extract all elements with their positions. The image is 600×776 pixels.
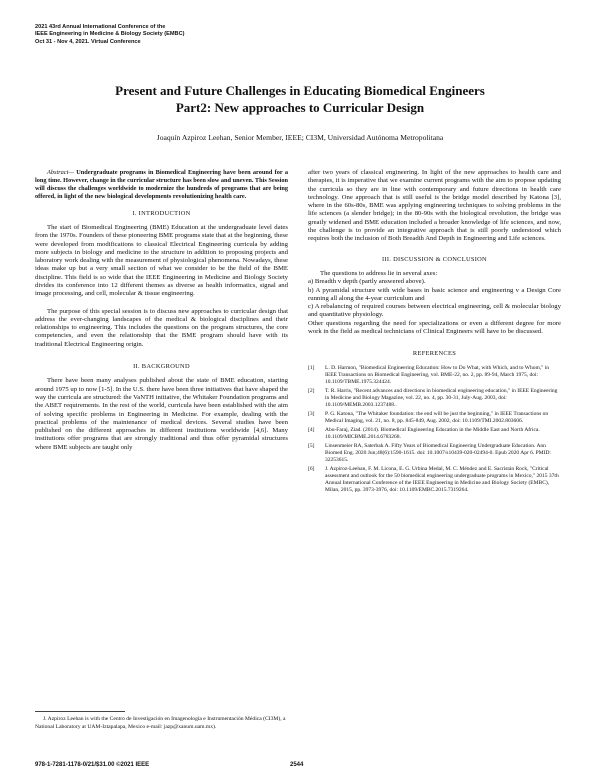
reference-text: P. G. Katona, "The Whitaker foundation: the end will be just the beginning," in IEEE Transactions on Medical Imaging, vol. 21, no. 8, pp. 845-849, Aug. 2002, doi: 10.1109/TMI.2002.803606. — [325, 410, 549, 424]
intro-paragraph-1: The start of Biomedical Engineering (BME) Education at the undergraduate level dates from the 1970s. Founders of these pioneering BME programs state that at the beginning, these were developed from modifications to classical Electrical Engineering curricula by adding more subjects in biology and medicine to the structure in addition to proposing projects and laboratory work dealing with the measurement of physiological phenomena. Nowadays, these ideas make up but a very small section of what we consider to be the field of the BME discipline. This field is so wide that the IEEE Engineering in Medicine and Biology Society divides its conference into 12 different themes as diverse as health informatics, signal and image processing, and cell, molecular & tissue engineering. — [35, 223, 288, 298]
background-paragraph-2: after two years of classical engineering. In light of the new approaches to health care and therapies, it is imperative that we examine current programs with the aim to propose updating the curricula so they are in line with contemporary and future directions in health care technology. One approach that is still useful is the bridge model described by Katona [3], where in the 60s-80s, BME was applying engineering techniques to solving problems in the life sciences (a slender bridge); in the 80-90s with the biological revolution, the bridge was greatly widened and BME education included a broader knowledge of life sciences, and now, the challenge is to provide an integrative approach that is still poorly understood which requires both the inclusion of Both Breadth And Depth in Engineering and Life sciences. — [308, 169, 561, 243]
footer-page-number: 2544 — [290, 762, 304, 768]
reference-number: [4] — [308, 426, 315, 433]
background-paragraph-1: There have been many analyses published about the state of BME education, starting around 1975 up to now [1-5]. In the U.S. there have been three initiatives that have shaped the way the curricula are structured: the VaNTH initiative, the Whitaker Foundation programs and the ABET requirements. In the rest of the world, curricula have been established with the aim of solving specific problems in Engineering in Medicine. For example, dealing with the practical problems of the maintenance of medical devices. Several studies have been published on the different approaches in different institutions worldwide [4,6]. Many institutions offer programs that are strongly traditional and thus offer pyramidal structures where BME subjects are taught only — [35, 377, 288, 451]
discussion-other: Other questions regarding the need for specializations or even a different degree for more work in the field as medical technicians of Clinical Engineers will have to be discussed. — [308, 319, 561, 336]
reference-number: [6] — [308, 465, 315, 472]
intro-paragraph-2: The purpose of this special session is to discuss new approaches to curricular design that address the ever-changing landscapes of the medical & biological disciplines and their relationships to engineering. This includes the questions on the program structures, the core competencies, and even the relationship that the BME program should have with its traditional Electrical Engineering origin. — [35, 307, 288, 348]
title-line-2: Part2: New approaches to Curricular Design — [175, 100, 425, 115]
reference-number: [2] — [308, 387, 315, 394]
reference-text: Linsenmeier RA, Saterbak A. Fifty Years of Biomedical Engineering Undergraduate Education. Ann Biomed Eng. 2020 Jun;48(6):1590-1615. doi: 10.1007/s10439-020-02494-0. Epub 2020 Apr 6. PMID: 32253615. — [325, 442, 551, 463]
abstract — [35, 169, 288, 201]
reference-text: Abu-Faraj, Ziad. (2014). Biomedical Engineering Education in the Middle East and North Africa. 10.1109/MICBME.2014.6783268. — [325, 426, 540, 440]
discussion-heading: III. DISCUSSION & CONCLUSION — [382, 255, 487, 263]
discussion-item-c: c) A rebalancing of required courses between electrical engineering, cell & molecular biology and quantitative physiology. — [308, 303, 561, 319]
reference-item — [308, 388, 561, 409]
conference-line-1: 2021 43rd Annual International Conference of the — [35, 24, 166, 30]
reference-item — [308, 365, 561, 386]
conference-line-3: Oct 31 - Nov 4, 2021. Virtual Conference — [35, 38, 141, 45]
reference-number: [5] — [308, 442, 315, 449]
intro-heading: I. INTRODUCTION — [132, 209, 191, 217]
discussion-item-b: b) A pyramidal structure with wide bases in basic science and engineering v a Design Core running all along the 4-year curriculum and — [308, 286, 561, 302]
abstract-lead: Abstract— — [47, 169, 74, 176]
footer-isbn: 978-1-7281-1178-0/21/$31.00 ©2021 IEEE — [35, 762, 150, 768]
reference-list — [308, 365, 561, 494]
discussion-item-a: a) Breadth v depth (partly answered above). — [308, 278, 426, 286]
left-column — [35, 169, 288, 452]
paper-title — [40, 82, 560, 116]
reference-item — [308, 427, 561, 441]
footnote-rule — [35, 711, 125, 712]
reference-number: [3] — [308, 410, 315, 417]
right-column — [308, 169, 561, 496]
conference-line-2: IEEE Engineering in Medicine & Biology Society (EMBC) — [35, 31, 185, 38]
reference-item — [308, 443, 561, 464]
title-line-1: Present and Future Challenges in Educating Biomedical Engineers — [115, 83, 485, 98]
background-heading: II. BACKGROUND — [133, 363, 190, 371]
conference-header — [35, 24, 335, 46]
discussion-intro: The questions to address lie in several axes: — [320, 269, 438, 277]
author-line: Joaquín Azpiroz Leehan, Senior Member, IEEE; CI3M, Universidad Autónoma Metropolitana — [156, 133, 444, 142]
reference-item — [308, 411, 561, 425]
footnote-text: J. Azpiroz Leehan is with the Centro de Investigación en Imagenología e Instrumentación Médica (CI3M), a National Laboratory at UAM-Iztapalapa, Mexico e-mail: jazp@xanum.uam.mx). — [35, 716, 286, 730]
reference-text: T. R. Harris, "Recent advances and directions in biomedical engineering education," in IEEE Engineering in Medicine and Biology Magazine, vol. 22, no. 4, pp. 30-31, July-Aug. 2003, doi: 10.1109/MEMB.2003.1237488.. — [325, 387, 558, 408]
reference-text: J. Azpiroz-Leehan, F. M. Licona, E. G. Urbina Medal, M. C. Méndez and E. Sacristán Rock, "Critical assessment and outlook for the 50 biomedical engineering undergraduate programs in Mexico," 2015 37th Annual International Conference of the IEEE Engineering in Medicine and Biology Society (EMBC), Milan, 2015, pp. 3973-3976, doi: 10.1109/EMBC.2015.7319264. — [325, 465, 559, 493]
footnote — [35, 716, 288, 731]
reference-item — [308, 466, 561, 494]
abstract-text: Undergraduate programs in Biomedical Engineering have been around for a long time. However, change in the curricular structure has been slow and uneven. This Session will discuss the challenges worldwide to modernize the hundreds of programs that are being offered, in light of the new biological developments revolutionizing health care. — [35, 169, 288, 200]
reference-number: [1] — [308, 364, 315, 371]
reference-text: L. D. Harmon, "Biomedical Engineering Education: How to Do What, with Which, and to Whom," in IEEE Transactions on Biomedical Engineering, vol. BME-22, no. 2, pp. 89-94, March 1975, doi: 10.1109/TBME.1975.324424. — [325, 364, 549, 385]
references-heading: REFERENCES — [412, 350, 457, 358]
